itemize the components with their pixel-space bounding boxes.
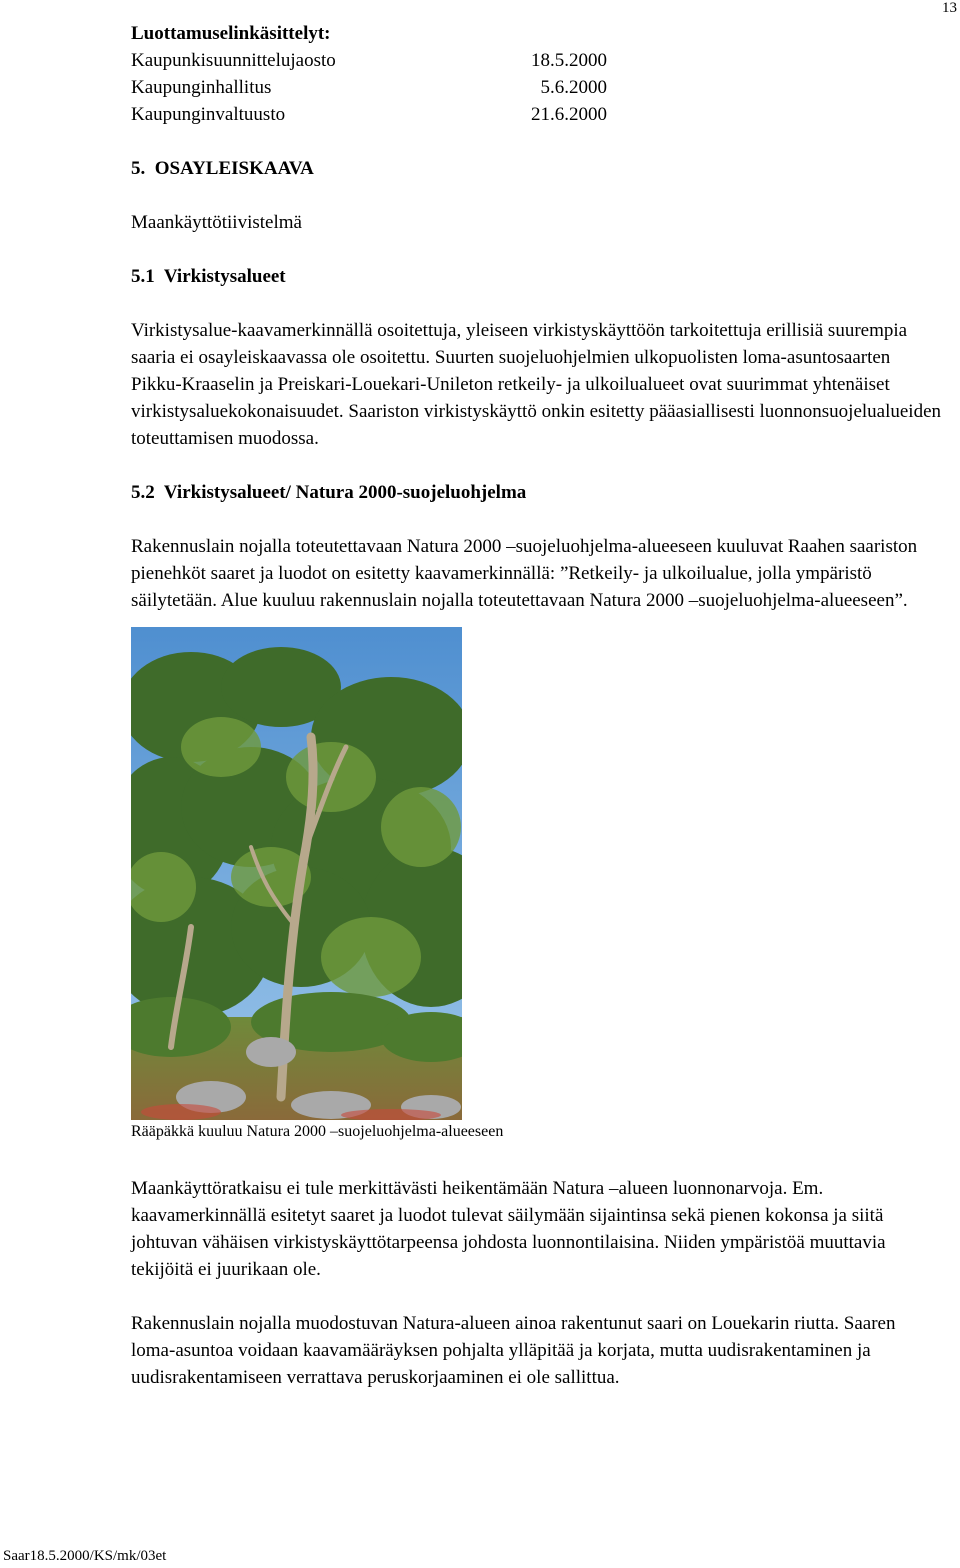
council-heading: Luottamuselinkäsittelyt:	[131, 23, 331, 44]
section-5-1-heading: 5.1 Virkistysalueet	[131, 266, 286, 287]
photo-caption: Rääpäkkä kuuluu Natura 2000 –suojeluohjelma-alueeseen	[131, 1123, 504, 1140]
section-5-heading: 5. OSAYLEISKAAVA	[131, 158, 314, 179]
section-5-2-paragraph: Rakennuslain nojalla toteutettavaan Natura 2000 –suojeluohjelma-alueeseen kuuluvat Raahen saariston pienehköt saaret ja luodot on esitetty kaavamerkinnällä: ”Retkeily- ja ulkoilualue, jolla ympäristö säilytetään. Alue kuuluu rakennuslain nojalla toteutettavaan Natura 2000 –suojeluohjelma-alueeseen”.	[131, 536, 918, 611]
council-table	[131, 47, 941, 128]
council-row-date: 5.6.2000	[540, 77, 607, 98]
council-row-name: Kaupunginhallitus	[131, 77, 272, 98]
council-row	[131, 47, 941, 74]
document-body	[131, 20, 941, 1391]
section-5-1-paragraph: Virkistysalue-kaavamerkinnällä osoitettuja, yleiseen virkistyskäyttöön tarkoitettuja erillisiä suurempia saaria ei osayleiskaavassa ole osoitettu. Suurten suojeluohjelmien ulkopuolisten loma-asuntosaarten Pikku-Kraaselin ja Preiskari-Louekari-Unileton retkeily- ja ulkoilualueet ovat suurimmat yhtenäiset virkistysaluekokonaisuudet. Saariston virkistyskäyttö onkin esitetty pääasiallisesti luonnonsuojelualueiden toteuttamisen muodossa.	[131, 320, 942, 449]
council-row-name: Kaupunginvaltuusto	[131, 104, 286, 125]
council-row-name: Kaupunkisuunnittelujaosto	[131, 50, 336, 71]
council-row	[131, 74, 941, 101]
council-row	[131, 101, 941, 128]
page-number: 13	[942, 0, 957, 16]
section-5-2-heading: 5.2 Virkistysalueet/ Natura 2000-suojeluohjelma	[131, 482, 527, 503]
council-row-date: 18.5.2000	[531, 50, 607, 71]
footer-reference: Saar18.5.2000/KS/mk/03et	[3, 1548, 167, 1564]
section-5-subheading: Maankäyttötiivistelmä	[131, 212, 302, 233]
paragraph-after: Rakennuslain nojalla muodostuvan Natura-alueen ainoa rakentunut saari on Louekarin riutta. Saaren loma-asuntoa voidaan kaavamääräyksen pohjalta ylläpitää ja korjata, mutta uudisrakentaminen ja uudisrakentamiseen verrattava peruskorjaaminen ei ole sallittua.	[131, 1313, 896, 1388]
paragraph-after: Maankäyttöratkaisu ei tule merkittävästi heikentämään Natura –alueen luonnonarvoja. Em. kaavamerkinnällä esitetyt saaret ja luodot tulevat säilymään sijaintinsa sekä pienen kokonsa ja siitä johtuvan vähäisen virkistyskäyttötarpeensa johdosta luonnontilaisina. Niiden ympäristöä muuttavia tekijöitä ei juurikaan ole.	[131, 1178, 886, 1280]
forest-photo	[131, 627, 462, 1120]
council-row-date: 21.6.2000	[531, 104, 607, 125]
